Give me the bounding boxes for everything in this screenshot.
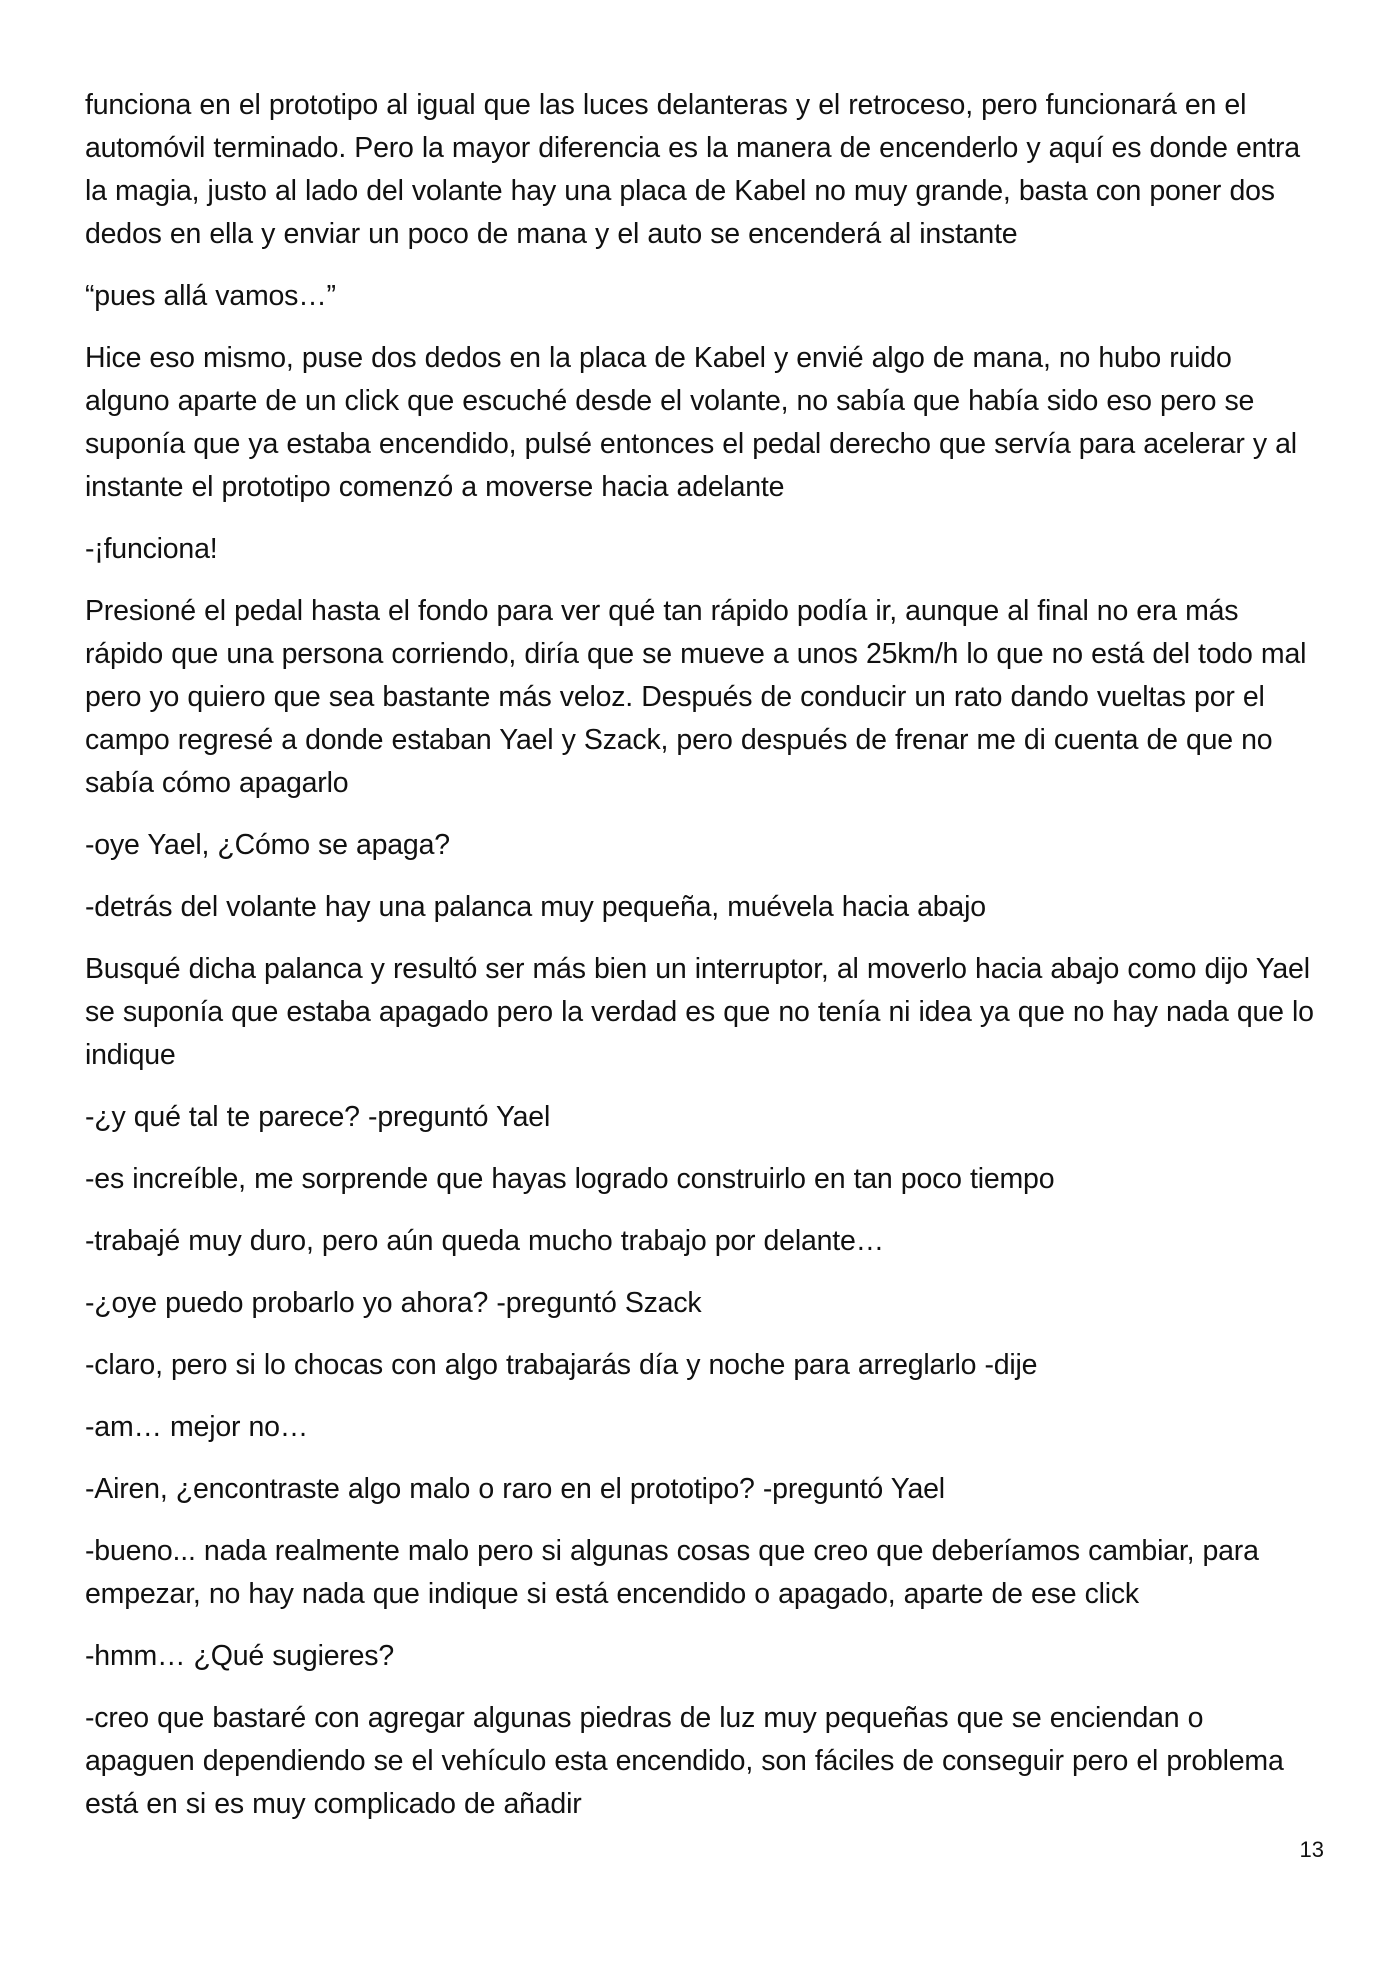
page-body xyxy=(85,84,1320,1845)
paragraph-14: -am… mejor no… xyxy=(85,1411,309,1443)
paragraph-4: -¡funciona! xyxy=(85,533,218,565)
paragraph-2: “pues allá vamos…” xyxy=(85,280,336,312)
paragraph-9: -¿y qué tal te parece? -preguntó Yael xyxy=(85,1101,551,1133)
paragraph-13: -claro, pero si lo chocas con algo trabajarás día y noche para arreglarlo -dije xyxy=(85,1349,1038,1381)
paragraph-10: -es increíble, me sorprende que hayas logrado construirlo en tan poco tiempo xyxy=(85,1163,1055,1195)
paragraph-5: Presioné el pedal hasta el fondo para ver qué tan rápido podía ir, aunque al final no era más rápido que una persona corriendo, diría que se mueve a unos 25km/h lo que no está del todo mal pero yo quiero que sea bastante más veloz. Después de conducir un rato dando vueltas por el campo regresé a donde estaban Yael y Szack, pero después de frenar me di cuenta de que no sabía cómo apagarlo xyxy=(85,595,1307,799)
paragraph-6: -oye Yael, ¿Cómo se apaga? xyxy=(85,829,450,861)
paragraph-11: -trabajé muy duro, pero aún queda mucho trabajo por delante… xyxy=(85,1225,884,1257)
paragraph-7: -detrás del volante hay una palanca muy pequeña, muévela hacia abajo xyxy=(85,891,986,923)
paragraph-15: -Airen, ¿encontraste algo malo o raro en el prototipo? -preguntó Yael xyxy=(85,1473,945,1505)
paragraph-16: -bueno... nada realmente malo pero si algunas cosas que creo que deberíamos cambiar, para empezar, no hay nada que indique si está encendido o apagado, aparte de ese click xyxy=(85,1535,1259,1610)
paragraph-8: Busqué dicha palanca y resultó ser más bien un interruptor, al moverlo hacia abajo como dijo Yael se suponía que estaba apagado pero la verdad es que no tenía ni idea ya que no hay nada que lo indique xyxy=(85,953,1314,1071)
paragraph-1: funciona en el prototipo al igual que las luces delanteras y el retroceso, pero funcionará en el automóvil terminado. Pero la mayor diferencia es la manera de encenderlo y aquí es donde entra la magia, justo al lado del volante hay una placa de Kabel no muy grande, basta con poner dos dedos en ella y enviar un poco de mana y el auto se encenderá al instante xyxy=(85,89,1300,250)
paragraph-12: -¿oye puedo probarlo yo ahora? -preguntó Szack xyxy=(85,1287,702,1319)
paragraph-3: Hice eso mismo, puse dos dedos en la placa de Kabel y envié algo de mana, no hubo ruido alguno aparte de un click que escuché desde el volante, no sabía que había sido eso pero se suponía que ya estaba encendido, pulsé entonces el pedal derecho que servía para acelerar y al instante el prototipo comenzó a moverse hacia adelante xyxy=(85,342,1297,503)
page-number: 13 xyxy=(1299,1837,1324,1862)
paragraph-17: -hmm… ¿Qué sugieres? xyxy=(85,1640,395,1672)
paragraph-18: -creo que bastaré con agregar algunas piedras de luz muy pequeñas que se enciendan o apaguen dependiendo se el vehículo esta encendido, son fáciles de conseguir pero el problema está en si es muy complicado de añadir xyxy=(85,1702,1284,1820)
